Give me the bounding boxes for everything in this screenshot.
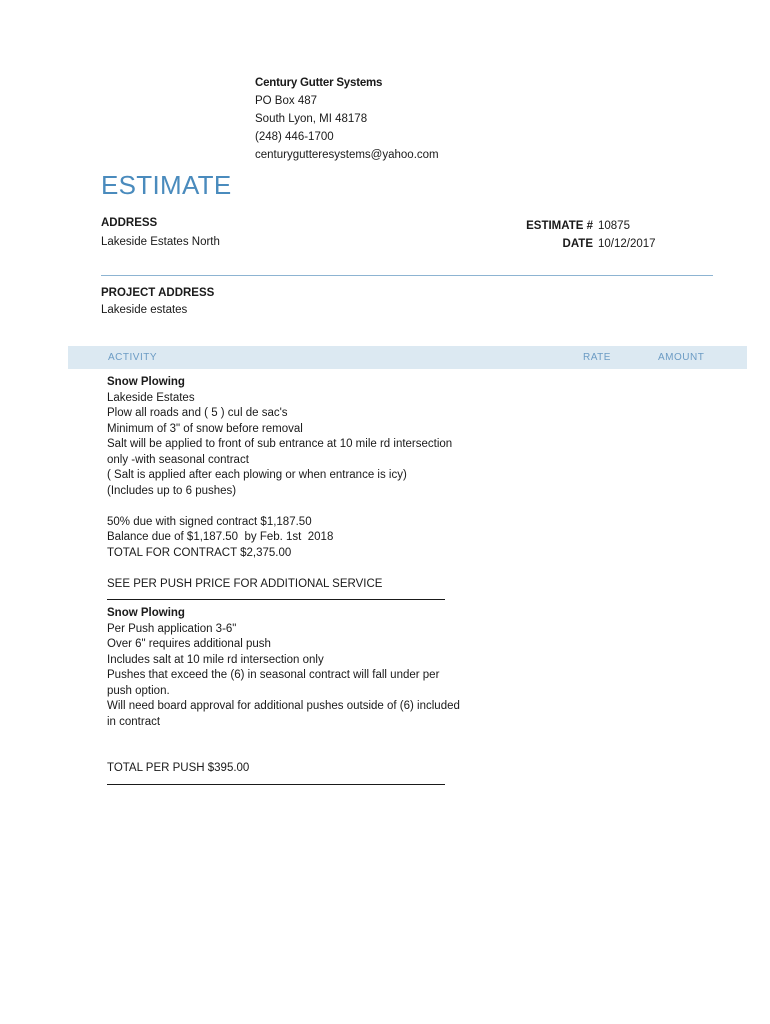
item-description-line: Per Push application 3-6" — [107, 622, 237, 635]
item-description-line: Lakeside Estates — [107, 391, 195, 404]
item-title: Snow Plowing — [107, 607, 185, 619]
column-amount: AMOUNT — [658, 352, 705, 363]
item-description-line: SEE PER PUSH PRICE FOR ADDITIONAL SERVICE — [107, 577, 383, 590]
table-header — [68, 346, 747, 369]
item-description-line: only -with seasonal contract — [107, 453, 249, 466]
item-description-line: Minimum of 3" of snow before removal — [107, 422, 303, 435]
item-description-line: Will need board approval for additional pushes outside of (6) included — [107, 700, 460, 712]
column-rate: RATE — [583, 352, 611, 363]
address-value: Lakeside Estates North — [101, 236, 220, 248]
item-description-line: Over 6" requires additional push — [107, 638, 271, 650]
company-name: Century Gutter Systems — [255, 77, 383, 89]
estimate-meta — [480, 217, 680, 253]
company-address-line2: South Lyon, MI 48178 — [255, 113, 368, 125]
item-description-line — [107, 561, 507, 577]
estimate-number-value: 10875 — [598, 220, 630, 232]
item-description-line: Pushes that exceed the (6) in seasonal contract will fall under per — [107, 669, 440, 681]
estimate-number-row — [480, 217, 680, 235]
date-label: DATE — [562, 238, 593, 250]
column-activity: ACTIVITY — [108, 352, 158, 363]
document-title: ESTIMATE — [101, 170, 232, 200]
item-separator — [107, 592, 445, 600]
item-title: Snow Plowing — [107, 376, 185, 388]
item-description-line: in contract — [107, 715, 161, 728]
item-description-line — [107, 746, 507, 762]
item-description-line: ( Salt is applied after each plowing or when entrance is icy) — [107, 469, 407, 481]
line-items — [107, 375, 507, 791]
item-description-line — [107, 730, 507, 746]
company-address-line1: PO Box 487 — [255, 95, 318, 107]
item-description-line: Balance due of $1,187.50 by Feb. 1st 2018 — [107, 531, 334, 543]
item-description-line: Includes salt at 10 mile rd intersection only — [107, 653, 324, 666]
item-description-line — [107, 499, 507, 515]
item-description-line: 50% due with signed contract $1,187.50 — [107, 515, 312, 528]
company-email: centurygutteresystems@yahoo.com — [255, 149, 439, 161]
item-description-line: TOTAL PER PUSH $395.00 — [107, 762, 250, 774]
item-description-line: Salt will be applied to front of sub entrance at 10 mile rd intersection — [107, 438, 453, 450]
date-value: 10/12/2017 — [598, 238, 656, 250]
address-label: ADDRESS — [101, 217, 158, 229]
item-description-line: (Includes up to 6 pushes) — [107, 484, 237, 497]
item-description-line: push option. — [107, 684, 170, 697]
item-separator — [107, 777, 445, 785]
company-info — [255, 74, 439, 164]
estimate-number-label: ESTIMATE # — [526, 220, 593, 232]
project-address-value: Lakeside estates — [101, 304, 188, 316]
date-row — [480, 235, 680, 253]
project-address-label: PROJECT ADDRESS — [101, 287, 215, 299]
item-description-line: Plow all roads and ( 5 ) cul de sac's — [107, 407, 288, 419]
company-phone: (248) 446-1700 — [255, 131, 334, 143]
divider — [101, 275, 713, 276]
item-description-line: TOTAL FOR CONTRACT $2,375.00 — [107, 546, 292, 559]
